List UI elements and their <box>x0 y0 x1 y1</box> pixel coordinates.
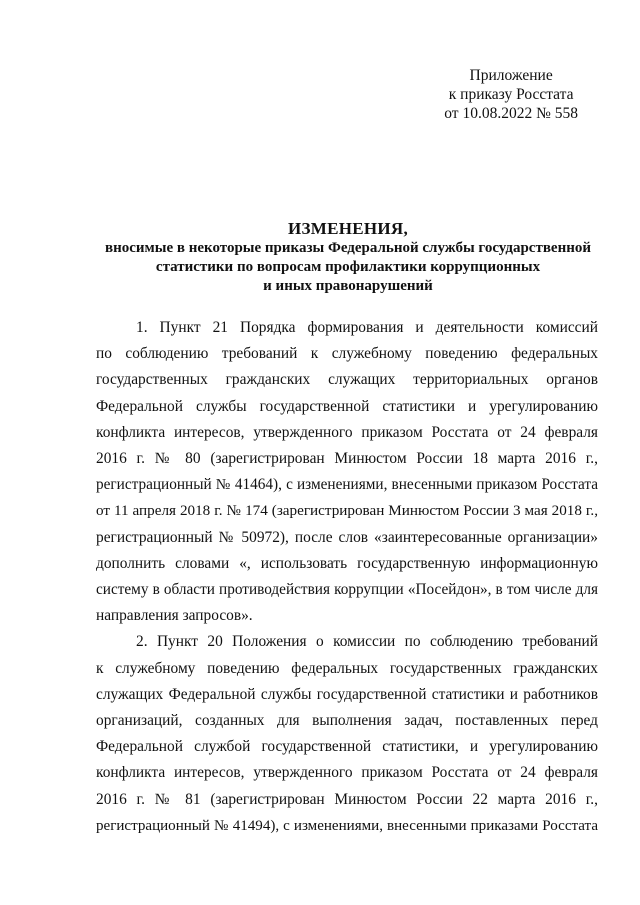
paragraph-line: дополнить словами «, использовать государственную информационную <box>96 554 598 572</box>
paragraph-line: 2016 г. № 80 (зарегистрирован Минюстом России 18 марта 2016 г., <box>96 450 598 468</box>
paragraph-line: от 11 апреля 2018 г. № 174 (зарегистрирован Минюстом России 3 мая 2018 г., <box>96 502 598 520</box>
appendix-order-date: от 10.08.2022 № 558 <box>444 105 578 122</box>
document-heading <box>96 218 600 296</box>
paragraph-1 <box>96 315 598 629</box>
document-body <box>96 315 598 839</box>
paragraph-line: регистрационный № 41464), с изменениями, внесенными приказом Росстата <box>96 476 598 494</box>
paragraph-line: конфликта интересов, утвержденного приказом Росстата от 24 февраля <box>96 423 598 441</box>
document-subtitle-line-3: и иных правонарушений <box>263 278 433 294</box>
paragraph-line: 1. Пункт 21 Порядка формирования и деятельности комиссий <box>136 319 598 336</box>
paragraph-line: к служебному поведению федеральных государственных гражданских <box>96 659 598 677</box>
paragraph-line: конфликта интересов, утвержденного приказом Росстата от 24 февраля <box>96 764 598 782</box>
document-title: ИЗМЕНЕНИЯ, <box>287 219 409 238</box>
paragraph-line: служащих Федеральной службы государственной статистики и работников <box>96 685 598 703</box>
paragraph-line: 2016 г. № 81 (зарегистрирован Минюстом России 22 марта 2016 г., <box>96 790 598 808</box>
document-subtitle-line-2: статистики по вопросам профилактики коррупционных <box>155 259 541 275</box>
appendix-order-ref: к приказу Росстата <box>448 86 574 103</box>
paragraph-line: организаций, созданных для выполнения задач, поставленных перед <box>96 712 598 730</box>
paragraph-line: систему в области противодействия коррупции «Посейдон», в том числе для <box>96 581 598 599</box>
document-subtitle-line-1: вносимые в некоторые приказы Федеральной службы государственной <box>105 240 591 256</box>
paragraph-line: регистрационный № 50972), после слов «заинтересованные организации» <box>96 528 598 546</box>
appendix-label: Приложение <box>469 67 553 84</box>
paragraph-line: регистрационный № 41494), с изменениями, внесенными приказами Росстата <box>96 817 598 834</box>
appendix-header <box>444 66 578 123</box>
paragraph-line: Федеральной службой государственной статистики, и урегулированию <box>96 738 598 756</box>
paragraph-line: 2. Пункт 20 Положения о комиссии по соблюдению требований <box>136 633 598 651</box>
paragraph-line: государственных гражданских служащих территориальных органов <box>96 371 598 389</box>
paragraph-line: направления запросов». <box>96 607 253 625</box>
paragraph-line: Федеральной службы государственной статистики и урегулированию <box>96 397 598 415</box>
paragraph-line: по соблюдению требований к служебному поведению федеральных <box>96 345 598 363</box>
paragraph-2 <box>96 629 598 839</box>
